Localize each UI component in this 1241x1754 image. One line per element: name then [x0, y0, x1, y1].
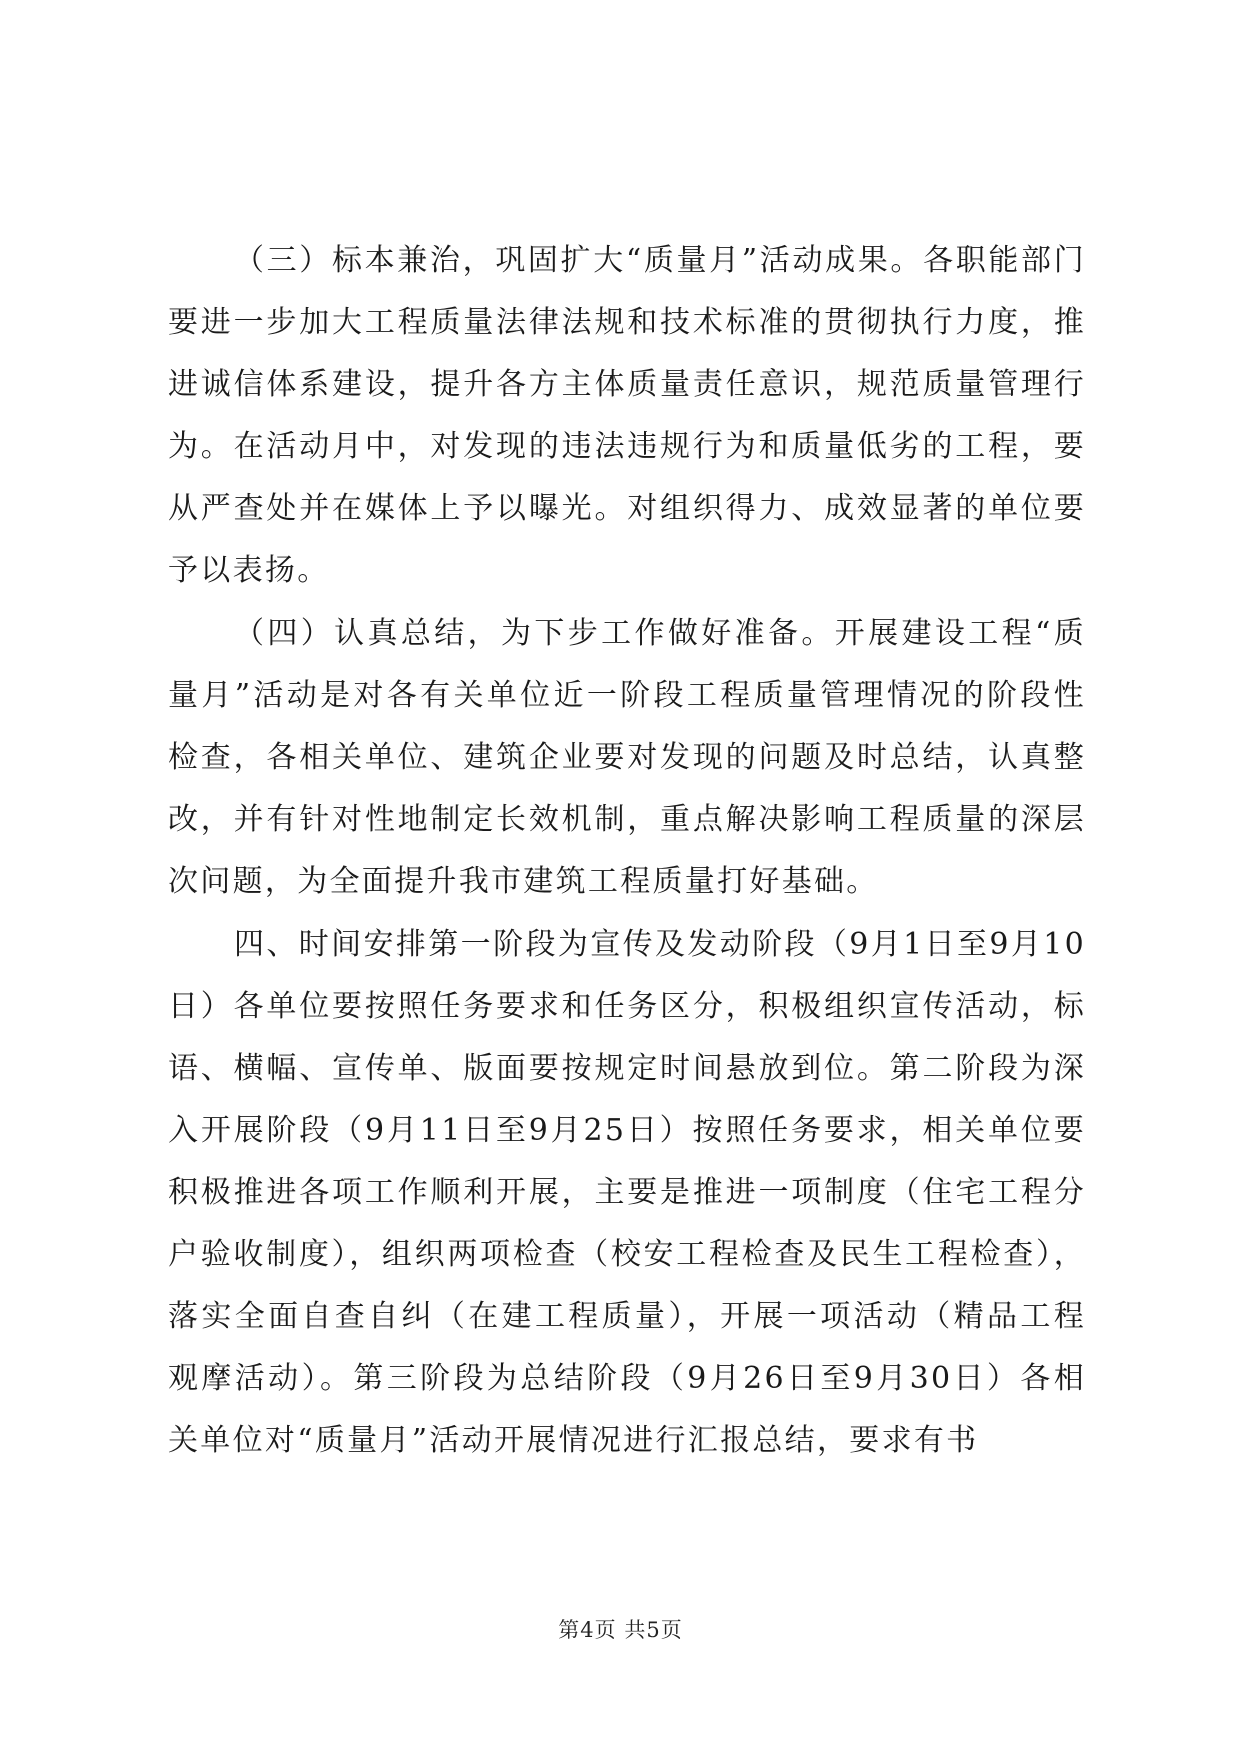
- document-body: [168, 230, 1086, 1473]
- paragraph-section-3: （三）标本兼治，巩固扩大“质量月”活动成果。各职能部门要进一步加大工程质量法律法规和技术标准的贯彻执行力度，推进诚信体系建设，提升各方主体质量责任意识，规范质量管理行为。在活动月中，对发现的违法违规行为和质量低劣的工程，要从严查处并在媒体上予以曝光。对组织得力、成效显著的单位要予以表扬。: [168, 243, 1086, 588]
- paragraph-section-4: （四）认真总结，为下步工作做好准备。开展建设工程“质量月”活动是对各有关单位近一阶段工程质量管理情况的阶段性检查，各相关单位、建筑企业要对发现的问题及时总结，认真整改，并有针对性地制定长效机制，重点解决影响工程质量的深层次问题，为全面提升我市建筑工程质量打好基础。: [168, 616, 1086, 899]
- page-number-footer: 第4页 共5页: [558, 1618, 683, 1642]
- paragraph-schedule: 四、时间安排第一阶段为宣传及发动阶段（9月1日至9月10日）各单位要按照任务要求和任务区分，积极组织宣传活动，标语、横幅、宣传单、版面要按规定时间悬放到位。第二阶段为深入开展阶段（9月11日至9月25日）按照任务要求，相关单位要积极推进各项工作顺利开展，主要是推进一项制度（住宅工程分户验收制度），组织两项检查（校安工程检查及民生工程检查），落实全面自查自纠（在建工程质量），开展一项活动（精品工程观摩活动）。第三阶段为总结阶段（9月26日至9月30日）各相关单位对“质量月”活动开展情况进行汇报总结，要求有书: [168, 927, 1086, 1458]
